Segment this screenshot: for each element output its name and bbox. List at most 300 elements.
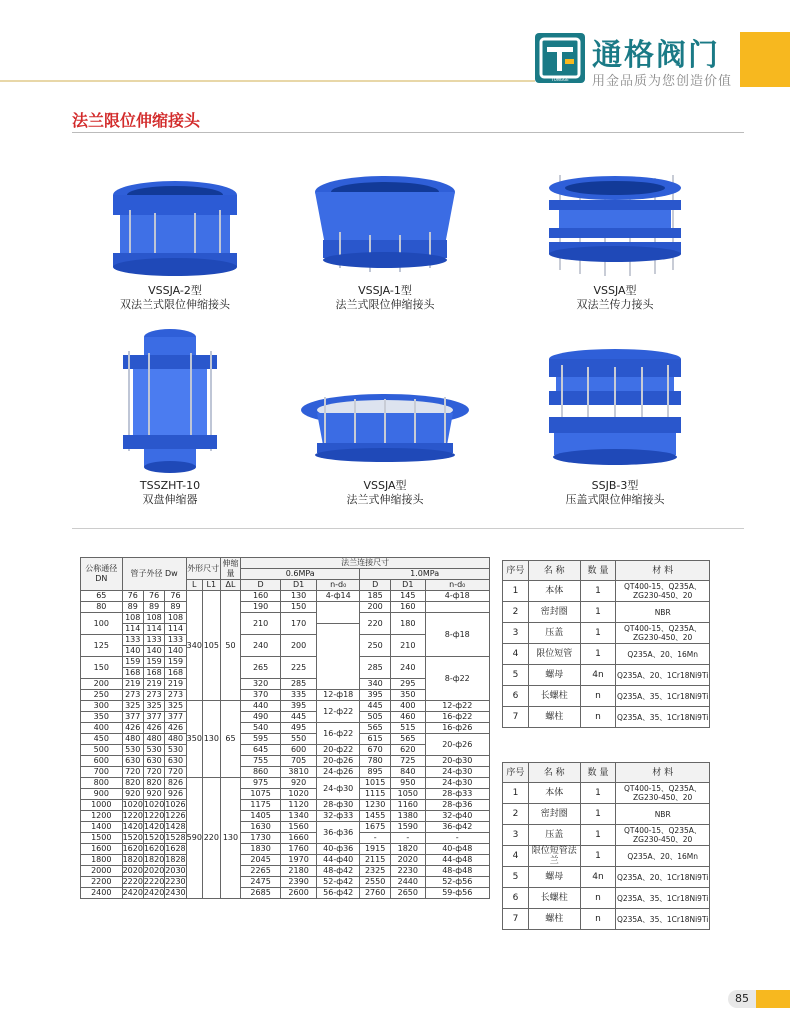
table-cell: 133 [165, 635, 186, 646]
table-row [81, 866, 490, 877]
table-cell: 370 [241, 690, 281, 701]
table-cell: 1820 [143, 855, 165, 864]
material-cell: 6 [503, 686, 529, 707]
table-cell: 377 [165, 712, 186, 723]
tg-logo-icon [535, 33, 585, 83]
th-name: 名 称 [528, 763, 580, 783]
table-cell: 32-ф33 [317, 811, 360, 822]
table-cell: 1015 [360, 778, 391, 789]
table-cell: 1828 [165, 855, 186, 864]
table-row [81, 723, 490, 734]
th-expansion: 伸缩量 [220, 558, 240, 580]
table-row [81, 888, 490, 899]
material-cell: 1 [580, 623, 616, 644]
material-cell: NBR [616, 602, 710, 623]
table-cell: 615 [360, 734, 391, 745]
product-model: VSSJA型 [363, 479, 407, 492]
page-number: 85 [728, 990, 756, 1008]
table-cell: 2550 [360, 877, 391, 888]
brand-logo [535, 33, 585, 83]
table-cell: 1800 [81, 855, 123, 866]
table-cell [317, 602, 360, 624]
table-cell: 89 [143, 602, 164, 613]
table-cell: 145 [391, 591, 425, 602]
table-cell: 16-ф26 [425, 723, 490, 734]
th-index: 序号 [503, 561, 529, 581]
product-desc: 法兰式伸缩接头 [346, 493, 424, 506]
table-cell: 620 [391, 745, 425, 756]
table-cell: 325 [122, 701, 143, 712]
table-row [81, 778, 490, 789]
table-row [81, 756, 490, 767]
table-cell: - [360, 833, 391, 844]
table-cell: 200 [281, 635, 317, 657]
product-image-ssjb3 [540, 345, 690, 475]
table-cell: 755 [241, 756, 281, 767]
table-cell: 780 [360, 756, 391, 767]
table-cell: 600 [281, 745, 317, 756]
table-cell: 1675 [360, 822, 391, 833]
material-cell: 长螺柱 [528, 888, 580, 909]
table-cell: 480 [143, 734, 164, 745]
outer-size-cell: 130 [202, 701, 220, 778]
table-cell: 2325 [360, 866, 391, 877]
table-cell: 16-ф22 [317, 723, 360, 745]
table-cell: 450 [81, 734, 123, 745]
table-cell: 860 [241, 767, 281, 778]
table-cell: 1820 [122, 855, 143, 864]
material-cell: Q235A、35、1Cr18Ni9Ti [616, 888, 710, 909]
table-row [81, 712, 490, 723]
table-cell: - [425, 833, 490, 844]
table-cell: 240 [241, 635, 281, 657]
table-cell: 76 [143, 591, 164, 602]
material-body-2 [503, 783, 710, 930]
table-cell: 565 [360, 723, 391, 734]
material-cell: 7 [503, 707, 529, 728]
table-cell: 160 [241, 591, 281, 602]
material-row [503, 783, 710, 804]
table-cell: 820 [122, 778, 143, 789]
table-cell: 350 [391, 690, 425, 701]
material-cell: Q235A、20、16Mn [616, 644, 710, 665]
product-card [520, 345, 710, 507]
table-cell: 36-ф42 [425, 822, 490, 833]
outer-size-cell: 350 [186, 701, 202, 778]
material-cell: 5 [503, 867, 529, 888]
material-cell: 4n [580, 867, 616, 888]
header-rule [0, 80, 535, 82]
table-cell: 48-ф48 [425, 866, 490, 877]
table-cell: 445 [360, 701, 391, 712]
section-divider [72, 528, 744, 529]
material-cell: 螺母 [528, 665, 580, 686]
table-cell: 426 [122, 723, 143, 734]
table-cell: 505 [360, 712, 391, 723]
table-cell: 1620 [122, 844, 143, 853]
table-cell: 2600 [281, 888, 317, 899]
table-cell: 630 [165, 756, 186, 767]
table-cell: 273 [122, 690, 143, 701]
table-cell: 2760 [360, 888, 391, 899]
table-cell: 2220 [122, 877, 143, 886]
material-cell: 压盖 [528, 825, 580, 846]
table-cell: 65 [81, 591, 123, 602]
table-cell: 1428 [165, 822, 186, 831]
table-cell: 2020 [143, 866, 165, 875]
table-cell: 530 [165, 745, 186, 756]
table-cell: 840 [391, 767, 425, 778]
table-cell: 28-ф36 [425, 800, 490, 811]
outer-size-cell: 220 [202, 778, 220, 899]
table-row [81, 701, 490, 712]
product-desc: 法兰式限位伸缩接头 [335, 298, 435, 311]
table-cell: 20-ф26 [317, 756, 360, 767]
material-cell: 螺柱 [528, 909, 580, 930]
table-cell: 285 [281, 679, 317, 690]
table-cell: 2685 [241, 888, 281, 899]
material-cell: n [580, 909, 616, 930]
product-model: VSSJA型 [593, 284, 637, 297]
material-row [503, 686, 710, 707]
material-cell: 1 [580, 602, 616, 623]
brand-slogan: 用金品质为您创造价值 [592, 74, 733, 89]
table-cell: 52-ф56 [425, 877, 490, 888]
table-cell: 1230 [360, 800, 391, 811]
table-cell: 140 [143, 646, 164, 657]
table-cell: 335 [281, 690, 317, 701]
table-cell: 320 [241, 679, 281, 690]
table-cell: 2230 [165, 877, 186, 886]
table-cell: 1820 [391, 844, 425, 855]
table-cell: 1970 [281, 855, 317, 866]
table-row [81, 657, 490, 668]
material-row [503, 825, 710, 846]
table-cell: 725 [391, 756, 425, 767]
table-cell: 150 [281, 602, 317, 613]
table-cell: 325 [143, 701, 164, 712]
table-cell: 4-ф14 [317, 591, 360, 602]
material-cell: 1 [503, 581, 529, 602]
table-cell: 2420 [143, 888, 165, 897]
material-cell: QT400-15、Q235A、ZG230-450、20 [616, 581, 710, 602]
material-cell: 限位短管 [528, 644, 580, 665]
th-material: 材 料 [616, 561, 710, 581]
th-d1: D1 [281, 580, 317, 591]
table-cell: 2020 [122, 866, 143, 875]
table-cell: 1528 [165, 833, 186, 842]
table-cell: 3810 [281, 767, 317, 778]
table-cell: 1628 [165, 844, 186, 853]
table-cell: 220 [360, 613, 391, 635]
table-cell: 24-ф26 [317, 767, 360, 778]
table-cell: 1830 [241, 844, 281, 855]
product-image-vssja1 [305, 170, 465, 280]
th-d1: D1 [391, 580, 425, 591]
table-cell: 705 [281, 756, 317, 767]
table-row [81, 822, 490, 833]
table-row [81, 855, 490, 866]
table-cell: 150 [81, 657, 123, 679]
product-card [90, 325, 250, 507]
table-cell: 108 [143, 613, 164, 624]
material-row [503, 602, 710, 623]
material-cell: 密封圈 [528, 804, 580, 825]
th-flange: 法兰连接尺寸 [241, 558, 490, 569]
table-cell: 480 [165, 734, 186, 745]
table-cell: 44-ф48 [425, 855, 490, 866]
material-cell: 4n [580, 665, 616, 686]
material-cell: Q235A、35、1Cr18Ni9Ti [616, 707, 710, 728]
material-cell: Q235A、20、1Cr18Ni9Ti [616, 665, 710, 686]
page-accent [756, 990, 790, 1008]
table-cell: 285 [360, 657, 391, 679]
material-row [503, 846, 710, 867]
material-row [503, 909, 710, 930]
table-cell: 12-ф18 [317, 690, 360, 701]
th-nd: n-d₀ [317, 580, 360, 591]
table-cell: 273 [143, 690, 164, 701]
table-cell: 2475 [241, 877, 281, 888]
material-row [503, 867, 710, 888]
table-cell: 36-ф36 [317, 822, 360, 844]
table-cell: 1000 [81, 800, 123, 811]
table-cell: 1020 [281, 789, 317, 800]
table-row [81, 800, 490, 811]
table-cell: 1600 [81, 844, 123, 855]
table-cell: 377 [143, 712, 164, 723]
table-cell: 377 [122, 712, 143, 723]
table-cell: 114 [122, 624, 143, 635]
table-cell: 48-ф42 [317, 866, 360, 877]
material-cell: QT400-15、Q235A、ZG230-450、20 [616, 825, 710, 846]
table-cell: 395 [281, 701, 317, 712]
table-cell: 1915 [360, 844, 391, 855]
material-cell: 密封圈 [528, 602, 580, 623]
product-image-vssja2 [100, 175, 250, 280]
table-cell: 300 [81, 701, 123, 712]
table-cell: 140 [165, 646, 186, 657]
th-d: D [360, 580, 391, 591]
table-cell: 1500 [81, 833, 123, 844]
outer-size-cell: 105 [202, 591, 220, 701]
brand-name: 通格阀门 [592, 38, 720, 73]
material-cell: 7 [503, 909, 529, 930]
table-cell: 1020 [143, 800, 165, 809]
table-cell: 926 [165, 789, 186, 800]
table-cell: 2020 [391, 855, 425, 866]
table-cell: 720 [165, 767, 186, 778]
table-cell: 200 [360, 602, 391, 613]
table-cell: 920 [122, 789, 143, 800]
table-cell: 140 [122, 646, 143, 657]
table-cell: 265 [241, 657, 281, 679]
material-cell: n [580, 686, 616, 707]
table-cell: 159 [165, 657, 186, 668]
table-row [81, 811, 490, 822]
corner-accent [740, 32, 790, 87]
table-cell: 515 [391, 723, 425, 734]
material-cell: 1 [503, 783, 529, 804]
th-p10: 1.0MPa [360, 569, 490, 580]
table-cell: 426 [165, 723, 186, 734]
table-cell: 325 [165, 701, 186, 712]
table-cell: 20-ф30 [425, 756, 490, 767]
table-cell: 12-ф22 [425, 701, 490, 712]
material-cell: 2 [503, 804, 529, 825]
table-cell: 395 [360, 690, 391, 701]
table-cell: 1020 [122, 800, 143, 809]
table-cell: 100 [81, 613, 123, 635]
table-cell: 210 [241, 613, 281, 635]
table-cell: 1730 [241, 833, 281, 844]
product-desc: 双法兰传力接头 [576, 298, 654, 311]
table-cell: 250 [360, 635, 391, 657]
table-cell: 1075 [241, 789, 281, 800]
table-row [81, 877, 490, 888]
outer-size-cell: 50 [220, 591, 240, 701]
material-cell: 本体 [528, 581, 580, 602]
product-card [80, 175, 270, 312]
table-cell [317, 624, 360, 690]
product-desc: 双盘伸缩器 [142, 493, 198, 506]
material-row [503, 581, 710, 602]
table-cell: 2230 [391, 866, 425, 877]
table-cell: 1560 [281, 822, 317, 833]
material-cell: 本体 [528, 783, 580, 804]
table-cell: 2400 [81, 888, 123, 899]
table-cell: 200 [81, 679, 123, 690]
product-image-tsszht10 [115, 325, 225, 475]
table-cell: 460 [391, 712, 425, 723]
table-cell: 89 [122, 602, 143, 613]
table-cell: 12-ф22 [317, 701, 360, 723]
material-cell: 5 [503, 665, 529, 686]
table-cell: 125 [81, 635, 123, 657]
table-cell: 250 [81, 690, 123, 701]
material-cell: 4 [503, 846, 529, 867]
table-row [81, 767, 490, 778]
table-cell: 1455 [360, 811, 391, 822]
material-cell: 螺母 [528, 867, 580, 888]
table-cell: 2200 [81, 877, 123, 888]
product-card [290, 385, 480, 507]
table-cell: 400 [81, 723, 123, 734]
section-title: 法兰限位伸缩接头 [72, 111, 201, 130]
table-cell: 24-ф30 [425, 767, 490, 778]
th-qty: 数 量 [580, 763, 616, 783]
product-desc: 压盖式限位伸缩接头 [565, 493, 665, 506]
table-cell: 1380 [391, 811, 425, 822]
material-cell: 螺柱 [528, 707, 580, 728]
table-cell: 40-ф48 [425, 844, 490, 855]
table-cell: 28-ф33 [425, 789, 490, 800]
table-cell: 168 [122, 668, 143, 679]
material-table-2 [502, 762, 710, 930]
table-cell: 530 [143, 745, 164, 756]
table-cell [425, 602, 490, 613]
product-image-vssja [535, 170, 695, 280]
table-cell: 24-ф30 [425, 778, 490, 789]
table-cell: 495 [281, 723, 317, 734]
table-cell: 2440 [391, 877, 425, 888]
table-cell: 826 [165, 778, 186, 789]
material-cell: 6 [503, 888, 529, 909]
table-cell: 76 [165, 591, 186, 602]
product-card [520, 170, 710, 312]
material-row [503, 623, 710, 644]
table-cell: 900 [81, 789, 123, 800]
table-cell: 80 [81, 602, 123, 613]
material-row [503, 707, 710, 728]
th-dw: 管子外径 Dw [122, 558, 186, 591]
table-cell: 20-ф26 [425, 734, 490, 756]
table-cell: 670 [360, 745, 391, 756]
table-cell: 159 [143, 657, 164, 668]
table-cell: 295 [391, 679, 425, 690]
table-cell: 219 [122, 679, 143, 690]
table-cell: 114 [165, 624, 186, 635]
table-cell: 190 [241, 602, 281, 613]
table-cell: 1160 [391, 800, 425, 811]
material-cell: Q235A、35、1Cr18Ni9Ti [616, 909, 710, 930]
material-table-1 [502, 560, 710, 728]
table-cell: 1520 [122, 833, 143, 842]
material-body-1 [503, 581, 710, 728]
table-cell: 1420 [143, 822, 165, 831]
table-cell: 133 [122, 635, 143, 646]
th-d: D [241, 580, 281, 591]
table-row [81, 613, 490, 624]
table-cell: - [391, 833, 425, 844]
table-cell: 720 [143, 767, 164, 778]
outer-size-cell: 130 [220, 778, 240, 899]
table-cell: 1050 [391, 789, 425, 800]
table-cell: 32-ф40 [425, 811, 490, 822]
table-cell: 426 [143, 723, 164, 734]
table-cell: 895 [360, 767, 391, 778]
table-cell: 1220 [122, 811, 143, 820]
table-cell: 225 [281, 657, 317, 679]
material-cell: 1 [580, 644, 616, 665]
table-cell: 185 [360, 591, 391, 602]
table-cell: 800 [81, 778, 123, 789]
table-cell: 595 [241, 734, 281, 745]
table-row [81, 734, 490, 745]
table-cell: 1405 [241, 811, 281, 822]
table-cell: 490 [241, 712, 281, 723]
table-cell: 180 [391, 613, 425, 635]
product-model: SSJB-3型 [591, 479, 639, 492]
th-l1: L1 [202, 580, 220, 591]
table-cell: 4-ф18 [425, 591, 490, 602]
table-cell: 219 [143, 679, 164, 690]
material-cell: 限位短管法兰 [528, 846, 580, 867]
table-cell: 350 [81, 712, 123, 723]
spec-body [81, 591, 490, 899]
table-cell: 400 [391, 701, 425, 712]
table-cell: 20-ф22 [317, 745, 360, 756]
table-cell: 2030 [165, 866, 186, 875]
table-cell: 2180 [281, 866, 317, 877]
spec-table [80, 557, 490, 899]
table-cell: 108 [122, 613, 143, 624]
table-cell: 340 [360, 679, 391, 690]
table-cell: 16-ф22 [425, 712, 490, 723]
table-cell: 630 [143, 756, 164, 767]
th-nd: n-d₀ [425, 580, 490, 591]
table-cell: 133 [143, 635, 164, 646]
